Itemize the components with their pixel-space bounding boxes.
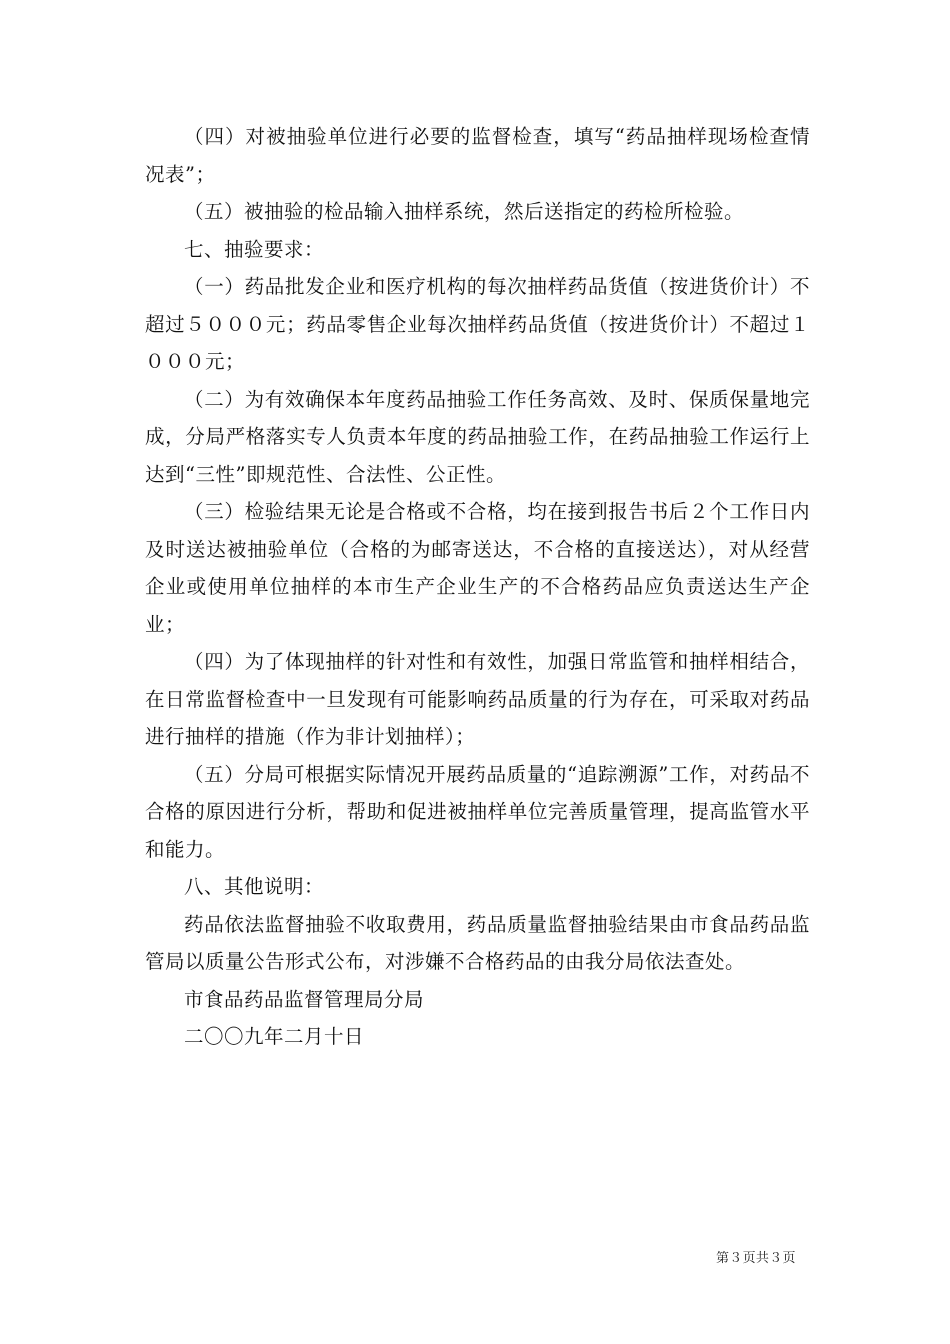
heading-sampling-requirements: 七、抽验要求： [184,237,325,261]
paragraph-other-notes: 药品依法监督抽验不收取费用，药品质量监督抽验结果由市食品药品监管局以质量公告形式公布，对涉嫌不合格药品的由我分局依法查处。 [145,912,810,973]
heading-other-notes: 八、其他说明： [184,875,325,898]
paragraph-sample-submission: （五）被抽验的检品输入抽样系统，然后送指定的药检所检验。 [184,200,745,223]
paragraph-inspection-check: （四）对被抽验单位进行必要的监督检查，填写“药品抽样现场检查情况表”； [145,125,810,186]
signature-date: 二〇〇九年二月十日 [184,1025,365,1048]
page-number: 第３页共３页 [716,1251,796,1266]
paragraph-requirement-3: （三）检验结果无论是合格或不合格，均在接到报告书后２个工作日内及时送达被抽验单位（合格的为邮寄送达，不合格的直接送达），对从经营企业或使用单位抽样的本市生产企业生产的不合格药品应负责送达生产企业； [145,500,810,636]
paragraph-requirement-4: （四）为了体现抽样的针对性和有效性，加强日常监管和抽样相结合，在日常监督检查中一旦发现有可能影响药品质量的行为存在，可采取对药品进行抽样的措施（作为非计划抽样）； [145,650,810,748]
paragraph-requirement-2: （二）为有效确保本年度药品抽验工作任务高效、及时、保质保量地完成，分局严格落实专人负责本年度的药品抽验工作，在药品抽验工作运行上达到“三性”即规范性、合法性、公正性。 [145,387,810,486]
document-body [145,118,810,1056]
paragraph-requirement-1: （一）药品批发企业和医疗机构的每次抽样药品货值（按进货价计）不超过５０００元；药品零售企业每次抽样药品货值（按进货价计）不超过１０００元； [145,275,810,373]
paragraph-requirement-5: （五）分局可根据实际情况开展药品质量的“追踪溯源”工作，对药品不合格的原因进行分析，帮助和促进被抽样单位完善质量管理，提高监管水平和能力。 [145,762,810,861]
signature-agency: 市食品药品监督管理局分局 [184,987,425,1011]
